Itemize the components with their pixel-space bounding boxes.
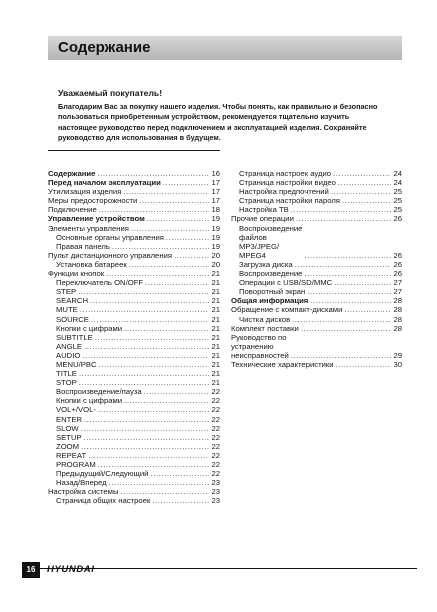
toc-entry-label: Управление устройством [48, 214, 145, 224]
toc-entry-label: ENTER [56, 414, 83, 424]
toc-leader-dots [344, 305, 391, 314]
toc-entry [48, 214, 220, 223]
toc-leader-dots [144, 387, 210, 396]
toc-entry-page: 22 [211, 460, 220, 469]
toc-entry [48, 496, 220, 505]
toc-entry [231, 214, 402, 223]
toc-entry-page: 22 [211, 387, 220, 397]
toc-leader-dots [91, 315, 210, 324]
toc-entry-label: Прочие операции [231, 214, 294, 224]
toc-entry-page: 22 [211, 432, 220, 442]
toc-entry [231, 324, 402, 333]
toc-leader-dots [296, 214, 392, 223]
toc-entry-page: 17 [211, 196, 220, 206]
toc-entry-label: AUDIO [56, 350, 81, 360]
greeting: Уважаемый покупатель! [58, 88, 163, 98]
toc-entry-page: 26 [393, 214, 402, 224]
toc-entry [48, 296, 220, 305]
toc-leader-dots [139, 196, 209, 205]
toc-entry [48, 424, 220, 433]
toc-entry-label: Обращение с компакт-дисками [231, 305, 343, 315]
toc-leader-dots [131, 224, 209, 233]
toc-entry [48, 233, 220, 242]
toc-entry-page: 26 [393, 269, 402, 279]
toc-leader-dots [79, 378, 210, 387]
toc-leader-dots [336, 360, 392, 369]
toc-entry [48, 260, 220, 269]
toc-entry-label: Настройка системы [48, 487, 119, 497]
toc-entry [48, 178, 220, 187]
toc-entry [231, 315, 402, 324]
toc-entry-label: VOL+/VOL- [56, 405, 96, 415]
toc-entry-label: Утилизация изделия [48, 187, 122, 197]
toc-entry [48, 433, 220, 442]
divider [48, 150, 220, 151]
toc-leader-dots [98, 460, 210, 469]
toc-entry [48, 169, 220, 178]
toc-leader-dots [124, 396, 209, 405]
toc-entry [48, 315, 220, 324]
toc-entry-page: 23 [211, 496, 220, 506]
toc-entry-page: 28 [393, 305, 402, 315]
toc-entry [231, 187, 402, 196]
toc-entry [231, 360, 402, 369]
toc-entry-label: TITLE [56, 369, 77, 379]
toc-entry [48, 405, 220, 414]
toc-entry-page: 19 [211, 232, 220, 242]
toc-entry-label: SETUP [56, 432, 82, 442]
toc-entry-label: Правая панель [56, 241, 110, 251]
toc-entry-label: MENU/PBC [56, 359, 97, 369]
section-title-bar [48, 36, 402, 60]
toc-leader-dots [291, 205, 392, 214]
toc-entry [48, 478, 220, 487]
toc-entry-label: Страница настройки видео [239, 178, 336, 188]
toc-entry-label: MUTE [56, 305, 78, 315]
toc-entry [48, 242, 220, 251]
toc-leader-dots [82, 351, 209, 360]
toc-entry-label: Функции кнопок [48, 269, 105, 279]
toc-entry-label: Страница настроек аудио [239, 169, 332, 178]
toc-entry-page: 21 [211, 269, 220, 279]
toc-entry [231, 296, 402, 305]
toc-leader-dots [112, 242, 210, 251]
toc-leader-dots [81, 442, 209, 451]
toc-entry-label: Поворотный экран [239, 287, 306, 297]
toc-entry-page: 19 [211, 241, 220, 251]
toc-entry-page: 21 [211, 314, 220, 324]
toc-entry-page: 16 [211, 169, 220, 178]
toc-entry [48, 360, 220, 369]
toc-entry-label: Страница настройки пароля [239, 196, 340, 206]
toc-entry-page: 20 [211, 250, 220, 260]
toc-entry [48, 415, 220, 424]
toc-entry-label: ANGLE [56, 341, 83, 351]
toc-entry-label: Воспроизведение [239, 269, 303, 279]
toc-entry-label: SLOW [56, 423, 79, 433]
toc-entry-label: Настройка предпочтений [239, 187, 329, 197]
toc-entry [48, 351, 220, 360]
toc-entry-label: Переключатель ON/OFF [56, 278, 144, 288]
toc-entry-page: 25 [393, 196, 402, 206]
toc-entry [231, 269, 402, 278]
toc-entry-label: Кнопки с цифрами [56, 396, 123, 406]
toc-entry-label: STOP [56, 378, 77, 388]
toc-entry [48, 369, 220, 378]
toc-leader-dots [84, 342, 209, 351]
toc-entry [48, 196, 220, 205]
toc-entry [48, 305, 220, 314]
toc-leader-dots [98, 405, 209, 414]
toc-leader-dots [95, 333, 210, 342]
toc-entry [231, 333, 402, 360]
toc-leader-dots [295, 260, 392, 269]
toc-leader-dots [333, 169, 391, 178]
toc-leader-dots [174, 251, 209, 260]
toc-entry [231, 169, 402, 178]
toc-entry-page: 21 [211, 332, 220, 342]
toc-entry [48, 251, 220, 260]
toc-leader-dots [78, 287, 209, 296]
toc-entry [48, 451, 220, 460]
toc-entry [48, 387, 220, 396]
toc-entry-page: 27 [393, 278, 402, 288]
toc-leader-dots [166, 233, 210, 242]
toc-leader-dots [163, 178, 210, 187]
toc-leader-dots [301, 324, 392, 333]
toc-entry-label: Загрузка диска [239, 259, 293, 269]
toc-entry [231, 224, 402, 260]
toc-leader-dots [304, 251, 391, 260]
toc-entry-label: Страница общих настроек [56, 496, 151, 506]
toc-entry-page: 29 [393, 350, 402, 360]
toc-entry-page: 30 [393, 359, 402, 369]
toc-leader-dots [97, 169, 209, 178]
toc-entry-label: Кнопки с цифрами [56, 323, 123, 333]
toc-entry-label: Меры предосторожности [48, 196, 138, 206]
toc-entry-page: 20 [211, 259, 220, 269]
toc-entry-page: 19 [211, 214, 220, 224]
toc-entry [231, 205, 402, 214]
toc-leader-dots [90, 296, 209, 305]
toc-entry-page: 22 [211, 441, 220, 451]
toc-leader-dots [291, 351, 392, 360]
toc-leader-dots [81, 424, 210, 433]
toc-entry-label: Операции с USB/SD/MMC [239, 278, 333, 288]
toc-entry-page: 19 [211, 223, 220, 233]
toc-entry [48, 487, 220, 496]
toc-entry-label: Руководство по устранению неисправностей [231, 332, 289, 360]
toc-leader-dots [310, 296, 391, 305]
toc-leader-dots [99, 205, 210, 214]
toc-column-right [231, 169, 402, 369]
toc-leader-dots [331, 187, 392, 196]
toc-entry-page: 21 [211, 350, 220, 360]
toc-leader-dots [152, 496, 209, 505]
toc-leader-dots [88, 451, 209, 460]
toc-entry [48, 396, 220, 405]
toc-entry-page: 26 [393, 250, 402, 260]
toc-column-left [48, 169, 220, 505]
toc-entry [231, 278, 402, 287]
toc-leader-dots [79, 369, 210, 378]
toc-entry-page: 25 [393, 205, 402, 215]
toc-entry-page: 21 [211, 323, 220, 333]
toc-leader-dots [338, 178, 392, 187]
toc-entry [48, 187, 220, 196]
toc-leader-dots [123, 187, 209, 196]
toc-entry-page: 22 [211, 423, 220, 433]
toc-entry-page: 22 [211, 396, 220, 406]
toc-entry-label: Воспроизведение/пауза [56, 387, 142, 397]
toc-entry-page: 22 [211, 405, 220, 415]
toc-entry [48, 469, 220, 478]
toc-entry [48, 287, 220, 296]
toc-leader-dots [106, 269, 209, 278]
toc-entry-page: 28 [393, 323, 402, 333]
toc-entry-page: 22 [211, 469, 220, 479]
toc-entry-page: 18 [211, 205, 220, 215]
toc-entry-label: Назад/Вперед [56, 478, 107, 488]
toc-leader-dots [84, 433, 210, 442]
toc-entry [48, 269, 220, 278]
toc-leader-dots [307, 287, 391, 296]
toc-leader-dots [147, 214, 210, 223]
intro-text: Благодарим Вас за покупку нашего изделия. Чтобы понять, как правильно и безопасно пользоваться приобретенным устройством, рекомендуется тщательно изучить настоящее руководство перед подключением и эксплуатацией изделия. Сохраняйте руководство для использования в будущем. [58, 102, 378, 143]
toc-entry-label: Основные органы управления [56, 232, 164, 242]
toc-entry-label: ZOOM [56, 441, 80, 451]
toc-entry-label: Перед началом эксплуатации [48, 178, 161, 188]
toc-entry-page: 21 [211, 305, 220, 315]
toc-entry [48, 378, 220, 387]
toc-entry-page: 22 [211, 414, 220, 424]
toc-leader-dots [84, 415, 209, 424]
toc-entry [231, 260, 402, 269]
toc-entry [48, 324, 220, 333]
toc-entry-page: 27 [393, 287, 402, 297]
page-number: 16 [22, 562, 40, 578]
toc-leader-dots [145, 278, 209, 287]
toc-entry-label: Технические характеристики [231, 359, 334, 369]
toc-entry-page: 26 [393, 259, 402, 269]
toc-entry-label: REPEAT [56, 450, 87, 460]
toc-entry-page: 24 [393, 178, 402, 188]
page-title: Содержание [58, 39, 151, 56]
toc-entry [48, 333, 220, 342]
toc-entry-page: 17 [211, 187, 220, 197]
toc-entry-label: SOURCE [56, 314, 89, 324]
toc-leader-dots [129, 260, 210, 269]
toc-entry-page: 28 [393, 296, 402, 306]
toc-entry-label: STEP [56, 287, 77, 297]
toc-entry [48, 205, 220, 214]
toc-leader-dots [342, 196, 391, 205]
toc-entry [231, 196, 402, 205]
toc-leader-dots [120, 487, 209, 496]
intro-block [58, 88, 390, 144]
toc-entry-label: SEARCH [56, 296, 89, 306]
toc-entry [48, 460, 220, 469]
toc-entry-page: 21 [211, 287, 220, 297]
toc-entry-label: PROGRAM [56, 460, 96, 469]
toc-entry-page: 24 [393, 169, 402, 178]
toc-entry-label: Подключение [48, 205, 97, 215]
toc-entry-label: Предыдущий/Следующий [56, 469, 149, 479]
toc-entry-page: 28 [393, 314, 402, 324]
toc-leader-dots [99, 360, 210, 369]
toc-entry-label: Настройка ТВ [239, 205, 289, 215]
toc-entry-label: SUBTITLE [56, 332, 93, 342]
toc-leader-dots [150, 469, 209, 478]
toc-entry-page: 21 [211, 378, 220, 388]
toc-entry-label: Воспроизведение файлов MP3/JPEG/ MPEG4 [239, 223, 303, 260]
toc-entry-label: Чистка дисков [239, 314, 291, 324]
toc-entry [48, 278, 220, 287]
toc-entry-label: Содержание [48, 169, 96, 178]
toc-entry-label: Пульт дистанционного управления [48, 250, 173, 260]
toc-leader-dots [109, 478, 210, 487]
toc-entry-page: 21 [211, 369, 220, 379]
toc-entry-page: 17 [211, 178, 220, 188]
toc-entry-label: Комплект поставки [231, 323, 299, 333]
toc-entry-page: 25 [393, 187, 402, 197]
toc-entry-label: Установка батареек [56, 259, 127, 269]
toc-leader-dots [80, 305, 210, 314]
toc-entry-page: 21 [211, 359, 220, 369]
toc-entry-page: 22 [211, 450, 220, 460]
toc-entry-page: 23 [211, 478, 220, 488]
toc-entry-label: Общая информация [231, 296, 309, 306]
toc-entry [48, 342, 220, 351]
toc-leader-dots [334, 278, 391, 287]
toc-entry [231, 305, 402, 314]
toc-entry-label: Элементы управления [48, 223, 129, 233]
toc-entry [231, 287, 402, 296]
toc-entry-page: 21 [211, 278, 220, 288]
toc-entry-page: 23 [211, 487, 220, 497]
toc-leader-dots [304, 269, 391, 278]
toc-entry [231, 178, 402, 187]
toc-leader-dots [292, 315, 391, 324]
toc-entry [48, 224, 220, 233]
toc-entry-page: 21 [211, 341, 220, 351]
toc-entry [48, 442, 220, 451]
brand-logo: HYUNDAI [47, 564, 95, 575]
toc-leader-dots [124, 324, 209, 333]
toc-entry-page: 21 [211, 296, 220, 306]
